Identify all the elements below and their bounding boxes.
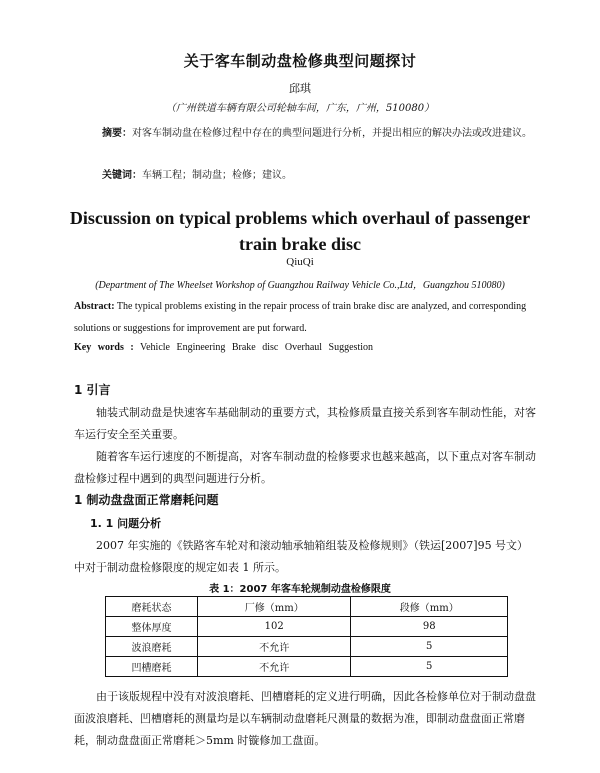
analysis-paragraph-2: 由于该版规程中没有对波浪磨耗、凹槽磨耗的定义进行明确，因此各检修单位对于制动盘盘面波浪磨耗、凹槽磨耗的测量均是以车辆制动盘磨耗尺测量的数据为准，即制动盘盘面正常磨耗，制动盘盘面正常磨耗＞5mm 时镟修加工盘面。 xyxy=(74,690,536,747)
table-cell: 102 xyxy=(197,617,351,637)
table-row xyxy=(106,617,508,637)
affiliation-cn: （广州铁道车辆有限公司轮轴车间，广东，广州，510080） xyxy=(165,103,435,114)
paper-title-en: Discussion on typical problems which overhaul of passenger train brake disc xyxy=(69,208,531,254)
table-cell: 凹槽磨耗 xyxy=(106,657,198,677)
keywords-en-label: Key words : xyxy=(74,342,134,353)
table-header-cell: 厂修（mm） xyxy=(197,597,351,617)
abstract-en-text: The typical problems existing in the repair process of train brake disc are analyzed, and corresponding solutions or suggestions for improvement are put forward. xyxy=(74,301,527,334)
table-cell: 5 xyxy=(351,657,508,677)
wear-limits-table xyxy=(105,596,508,677)
section-heading-intro: 1 引言 xyxy=(74,383,111,397)
table-row xyxy=(106,637,508,657)
analysis-paragraph-1: 2007 年实施的《铁路客车轮对和滚动轴承轴箱组装及检修规则》（铁运[2007]95 号文）中对于制动盘检修限度的规定如表 1 所示。 xyxy=(74,539,529,574)
table-cell: 不允许 xyxy=(197,637,351,657)
author-cn: 邱琪 xyxy=(289,82,311,95)
table-caption: 表 1：2007 年客车轮规制动盘检修限度 xyxy=(209,584,391,595)
author-en: QiuQi xyxy=(286,256,314,268)
table-header-cell: 段修（mm） xyxy=(351,597,508,617)
table-cell: 98 xyxy=(351,617,508,637)
keywords-en-text: Vehicle Engineering Brake disc Overhaul Suggestion xyxy=(140,342,373,353)
abstract-cn xyxy=(72,123,534,145)
intro-paragraph-1: 轴装式制动盘是快速客车基础制动的重要方式，其检修质量直接关系到客车制动性能，对客车运行安全至关重要。 xyxy=(74,406,536,441)
abstract-cn-text: 对客车制动盘在检修过程中存在的典型问题进行分析，并提出相应的解决办法或改进建议。 xyxy=(132,128,532,139)
section-heading-wear: 1 制动盘盘面正常磨耗问题 xyxy=(74,493,219,507)
table-cell: 不允许 xyxy=(197,657,351,677)
abstract-en-label: Abstract: xyxy=(74,301,115,312)
table-row xyxy=(106,657,508,677)
table-cell: 5 xyxy=(351,637,508,657)
subsection-heading-analysis: 1. 1 问题分析 xyxy=(90,517,162,530)
keywords-cn xyxy=(102,166,292,181)
table-cell: 整体厚度 xyxy=(106,617,198,637)
abstract-cn-label: 摘要： xyxy=(102,128,132,139)
keywords-cn-text: 车辆工程；制动盘；检修；建议。 xyxy=(142,170,292,181)
table-cell: 波浪磨耗 xyxy=(106,637,198,657)
table-header-cell: 磨耗状态 xyxy=(106,597,198,617)
paper-title-cn: 关于客车制动盘检修典型问题探讨 xyxy=(183,52,417,70)
abstract-en xyxy=(74,296,536,340)
affiliation-en: (Department of The Wheelset Workshop of Guangzhou Railway Vehicle Co.,Ltd，Guangzhou 510080) xyxy=(95,280,505,291)
intro-paragraph-2: 随着客车运行速度的不断提高，对客车制动盘的检修要求也越来越高，以下重点对客车制动盘检修过程中遇到的典型问题进行分析。 xyxy=(74,450,536,485)
table-header-row xyxy=(106,597,508,617)
keywords-cn-label: 关键词： xyxy=(102,170,142,181)
keywords-en xyxy=(74,342,373,353)
